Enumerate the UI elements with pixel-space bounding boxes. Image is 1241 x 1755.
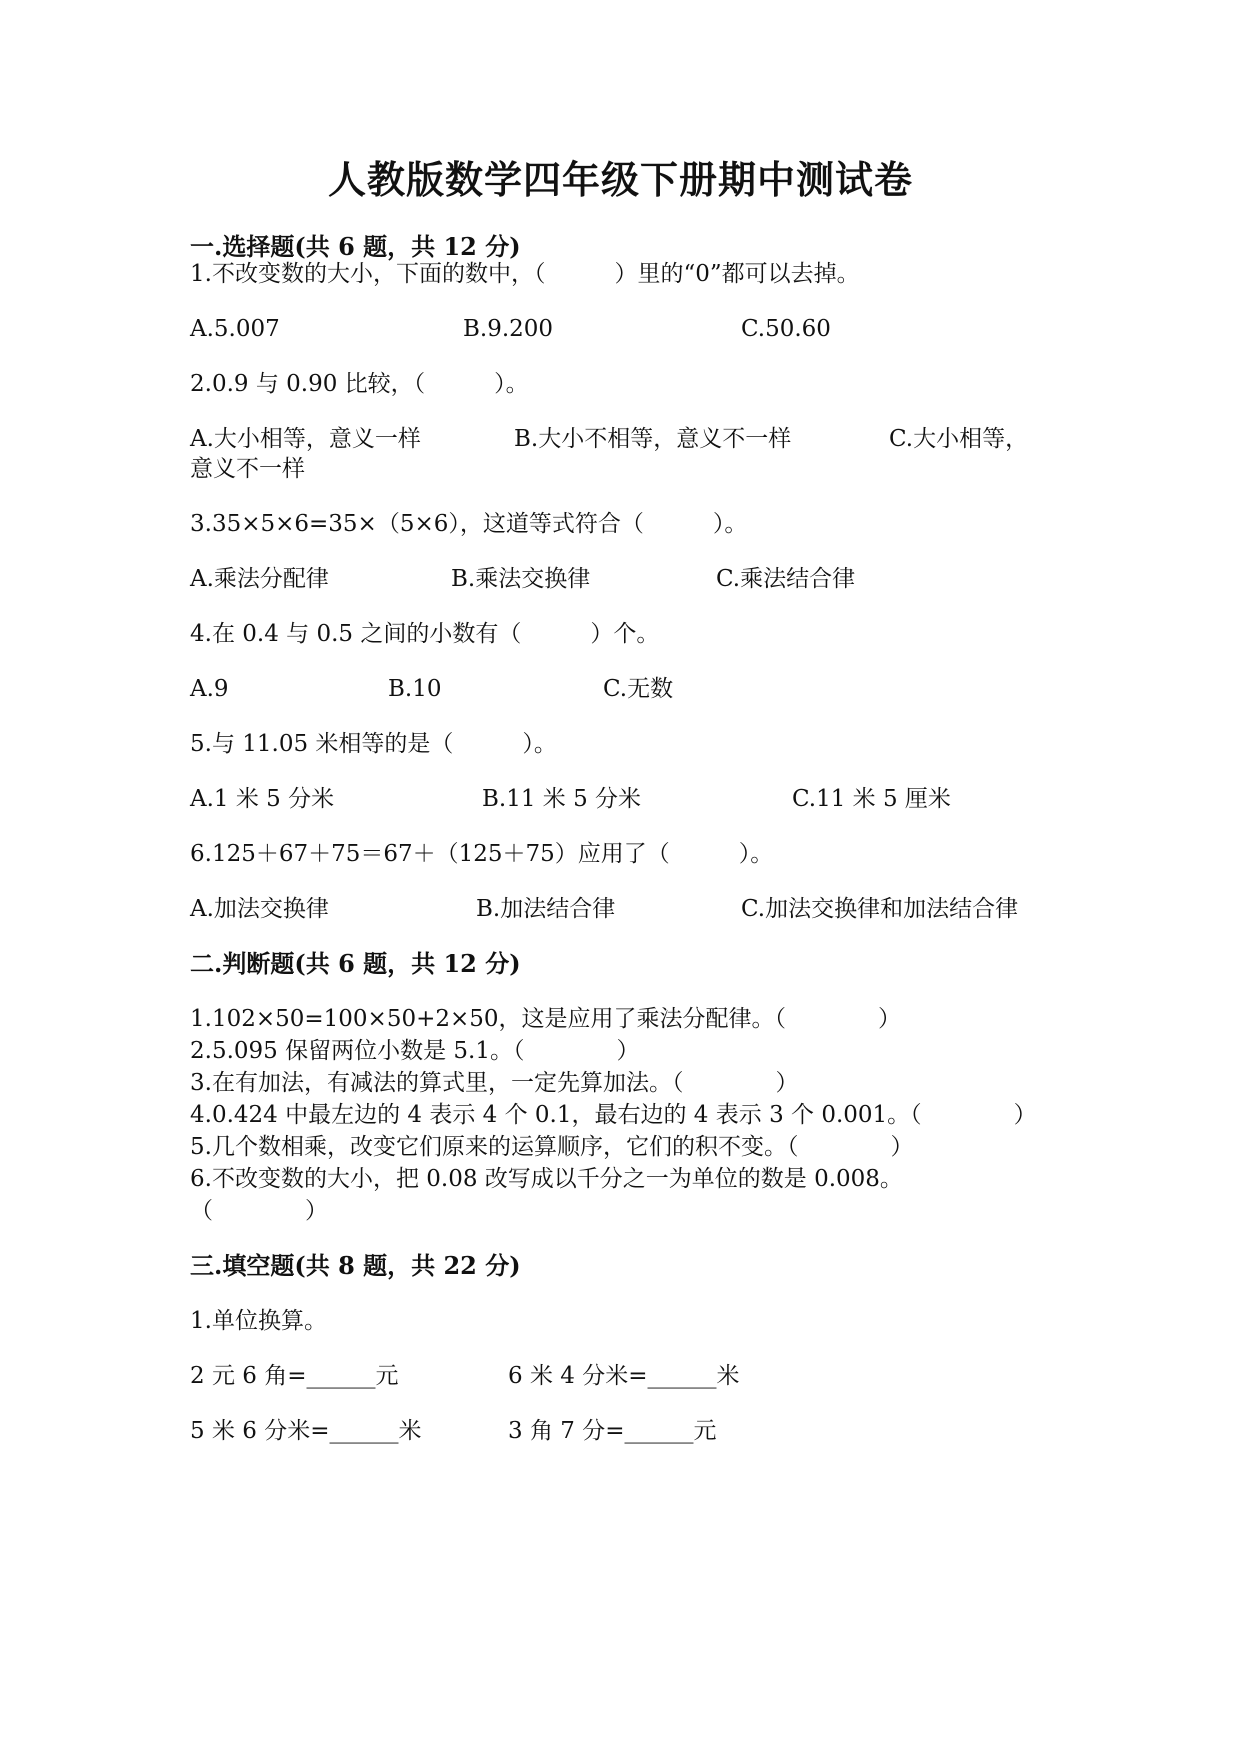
option-c: C.11 米 5 厘米 xyxy=(792,786,951,812)
judgement-item: 3.在有加法，有减法的算式里，一定先算加法。（ ） xyxy=(190,1070,799,1096)
option-b: B.9.200 xyxy=(463,316,554,342)
judgement-item: 4.0.424 中最左边的 4 表示 4 个 0.1，最右边的 4 表示 3 个 0.001。（ ） xyxy=(190,1102,1037,1128)
option-b: B.10 xyxy=(388,676,442,702)
option-a: A.乘法分配律 xyxy=(190,566,329,592)
conversion-item: 2 元 6 角=______元 xyxy=(190,1363,399,1389)
option-c: C.乘法结合律 xyxy=(716,566,856,592)
section-heading-judgement: 二.判断题(共 6 题，共 12 分) xyxy=(190,949,521,978)
option-c: C.加法交换律和加法结合律 xyxy=(741,896,1019,922)
question-stem: 5.与 11.05 米相等的是（ ）。 xyxy=(190,731,557,757)
option-b: B.乘法交换律 xyxy=(451,566,591,592)
conversion-item: 3 角 7 分=______元 xyxy=(508,1418,717,1444)
judgement-item: 5.几个数相乘，改变它们原来的运算顺序，它们的积不变。（ ） xyxy=(190,1134,914,1160)
question-stem: 6.125＋67＋75＝67＋（125＋75）应用了（ ）。 xyxy=(190,841,774,867)
conversion-item: 5 米 6 分米=______米 xyxy=(190,1418,422,1444)
option-c: C.大小相等， xyxy=(889,426,1029,452)
option-c-continued: 意义不一样 xyxy=(190,456,305,482)
option-c: C.无数 xyxy=(603,676,674,702)
section-heading-choice: 一.选择题(共 6 题，共 12 分) xyxy=(190,232,521,261)
option-a: A.5.007 xyxy=(190,316,280,342)
option-a: A.9 xyxy=(190,676,229,702)
question-stem: 2.0.9 与 0.90 比较，（ ）。 xyxy=(190,371,529,397)
question-stem: 1.单位换算。 xyxy=(190,1308,327,1334)
option-a: A.1 米 5 分米 xyxy=(190,786,335,812)
conversion-item: 6 米 4 分米=______米 xyxy=(508,1363,740,1389)
option-a: A.大小相等，意义一样 xyxy=(190,426,421,452)
question-stem: 4.在 0.4 与 0.5 之间的小数有（ ）个。 xyxy=(190,621,660,647)
judgement-item: 1.102×50=100×50+2×50，这是应用了乘法分配律。（ ） xyxy=(190,1006,902,1032)
option-b: B.加法结合律 xyxy=(476,896,616,922)
option-c: C.50.60 xyxy=(741,316,831,342)
option-b: B.11 米 5 分米 xyxy=(482,786,642,812)
option-a: A.加法交换律 xyxy=(190,896,329,922)
question-stem: 3.35×5×6=35×（5×6），这道等式符合（ ）。 xyxy=(190,511,748,537)
judgement-item: 2.5.095 保留两位小数是 5.1。（ ） xyxy=(190,1038,640,1064)
option-b: B.大小不相等，意义不一样 xyxy=(514,426,792,452)
judgement-item-continued: （ ） xyxy=(190,1198,328,1224)
section-heading-fill: 三.填空题(共 8 题，共 22 分) xyxy=(190,1251,521,1280)
judgement-item: 6.不改变数的大小，把 0.08 改写成以千分之一为单位的数是 0.008。 xyxy=(190,1166,903,1192)
page-title: 人教版数学四年级下册期中测试卷 xyxy=(327,157,913,202)
question-stem: 1.不改变数的大小，下面的数中，（ ）里的“0”都可以去掉。 xyxy=(190,261,860,287)
